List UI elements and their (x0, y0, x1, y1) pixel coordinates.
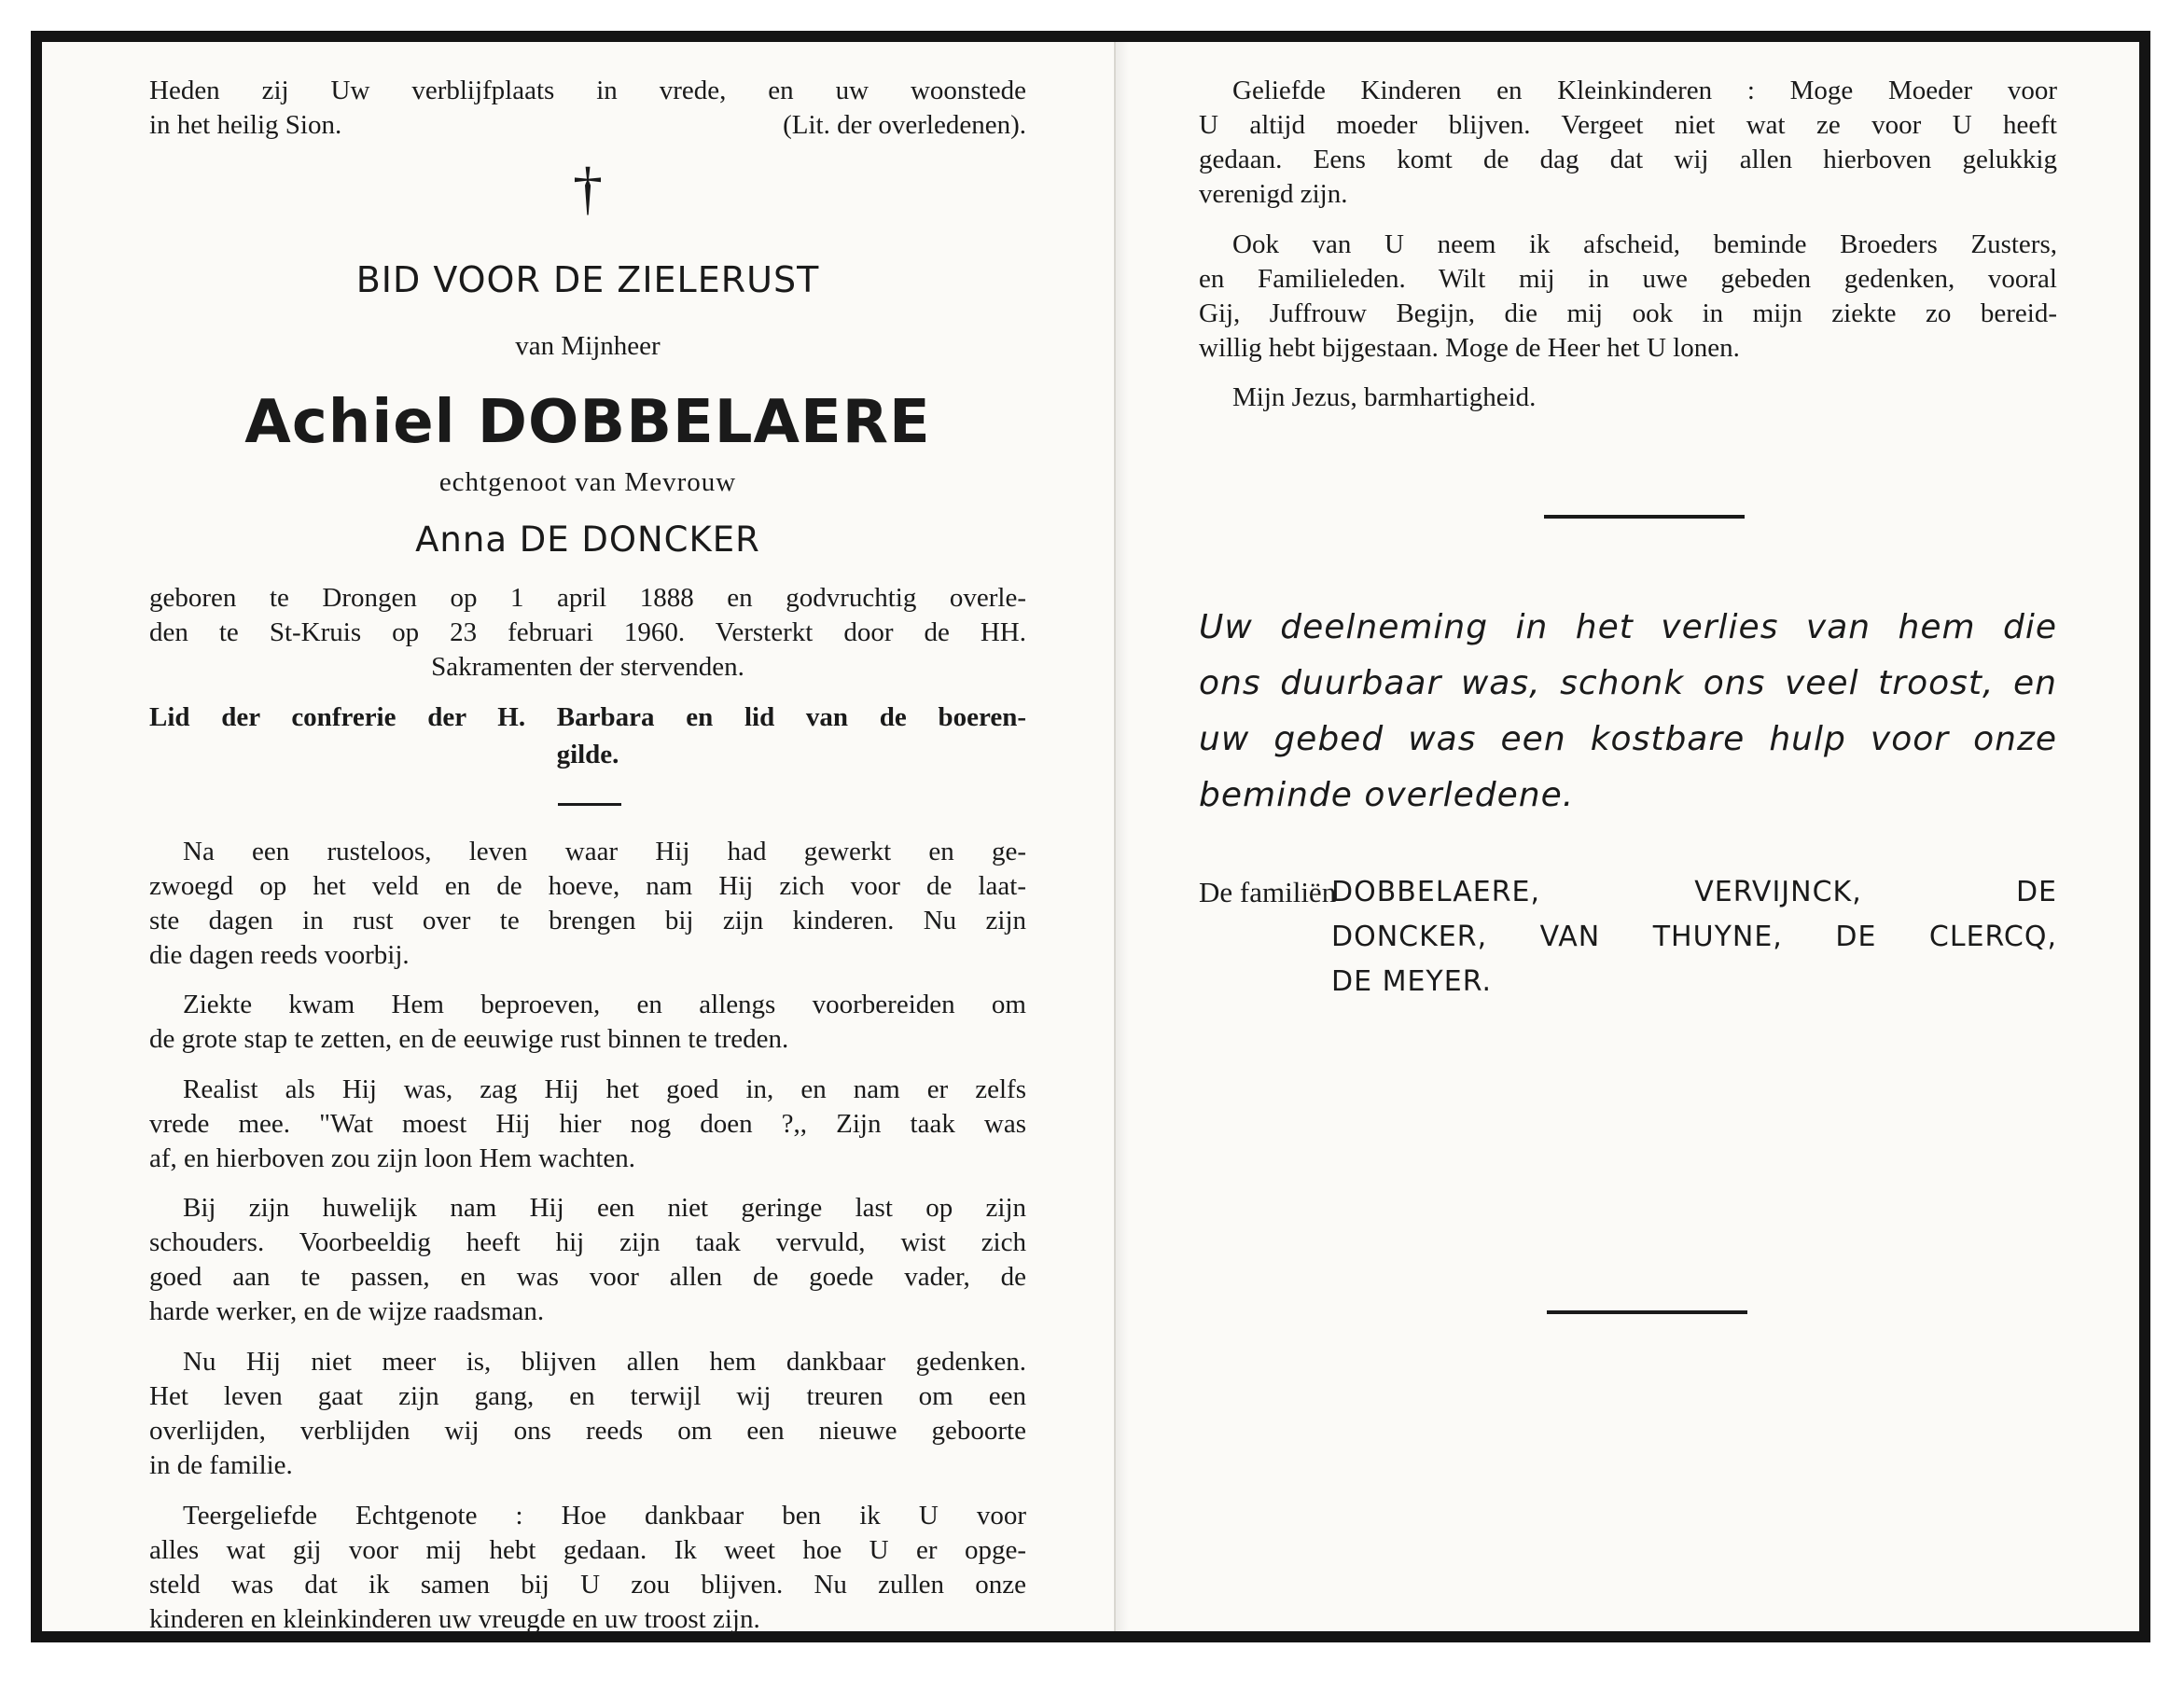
heading: BID VOOR DE ZIELERUST (355, 259, 820, 300)
birth-line-2: den te St-Kruis op 23 februari 1960. Versterkt door de HH. (149, 617, 1026, 647)
text-line: harde werker, en de wijze raadsman. (149, 1296, 545, 1326)
text-line: Gij, Juffrouw Begijn, die mij ook in mijn ziekte zo bereid- (1199, 298, 2057, 328)
text-line: de grote stap te zetten, en de eeuwige rust binnen te treden. (149, 1024, 789, 1054)
text-line: vrede mee. "Wat moest Hij hier nog doen ?,, Zijn taak was (149, 1109, 1026, 1139)
text-line: beminde overledene. (1199, 776, 1575, 814)
text-line: alles wat gij voor mij hebt gedaan. Ik weet hoe U er opge- (149, 1535, 1026, 1565)
text-line: in de familie. (149, 1450, 293, 1480)
text-line: Nu Hij niet meer is, blijven allen hem dankbaar gedenken. (183, 1347, 1026, 1377)
text-line: U altijd moeder blijven. Vergeet niet wat ze voor U heeft (1199, 110, 2057, 140)
birth-line-1: geboren te Drongen op 1 april 1888 en godvruchtig overle- (149, 583, 1026, 613)
left-page (149, 42, 1026, 1634)
text-line: DONCKER, VAN THUYNE, DE CLERCQ, (1331, 921, 2057, 953)
text-line: ons duurbaar was, schonk ons veel troost, en (1199, 664, 2057, 702)
text-line: steld was dat ik samen bij U zou blijven. Nu zullen onze (149, 1570, 1026, 1600)
text-line: zwoegd op het veld en de hoeve, nam Hij zich voor de laat- (149, 871, 1026, 901)
text-line: af, en hierboven zou zijn loon Hem wachten. (149, 1143, 636, 1173)
families-label: De familiën (1199, 876, 1337, 908)
prayer-line: Mijn Jezus, barmhartigheid. (1232, 382, 1537, 412)
divider-bottom (1547, 1310, 1747, 1314)
text-line: verenigd zijn. (1199, 179, 1348, 209)
text-line: DE MEYER. (1331, 965, 1493, 998)
text-line: Ziekte kwam Hem beproeven, en allengs voorbereiden om (183, 990, 1026, 1019)
text-line: Uw deelneming in het verlies van hem die (1199, 608, 2057, 646)
families-block (1199, 870, 2057, 998)
memorial-card (31, 31, 2150, 1642)
epigraph-line-2 (149, 108, 1026, 143)
deceased-name: Achiel DOBBELAERE (244, 388, 931, 457)
title-prefix: van Mijnheer (515, 331, 661, 361)
epigraph-source: (Lit. der overledenen). (783, 110, 1026, 140)
right-paragraph-2 (1199, 228, 2057, 366)
divider-small (558, 803, 621, 806)
text-line: ste dagen in rust over te brengen bij zijn kinderen. Nu zijn (149, 906, 1026, 935)
birth-line-3: Sakramenten der stervenden. (431, 652, 744, 682)
paragraph-6 (149, 1499, 1026, 1637)
text-line: die dagen reeds voorbij. (149, 940, 410, 970)
text-line: gedaan. Eens komt de dag dat wij allen hierboven gelukkig (1199, 145, 2057, 174)
confrerie-line-1: Lid der confrerie der H. Barbara en lid van de boeren- (149, 702, 1026, 732)
paragraph-4 (149, 1191, 1026, 1329)
text-line: schouders. Voorbeeldig heeft hij zijn taak vervuld, wist zich (149, 1227, 1026, 1257)
text-line: overlijden, verblijden wij ons reeds om een nieuwe geboorte (149, 1416, 1026, 1446)
text-line: Het leven gaat zijn gang, en terwijl wij treuren om een (149, 1381, 1026, 1411)
paragraph-5 (149, 1345, 1026, 1483)
divider-top (1544, 515, 1745, 519)
cross-icon: † (573, 155, 603, 221)
fold-shadow (1116, 42, 1129, 1631)
epigraph-line-1: Heden zij Uw verblijfplaats in vrede, en uw woonstede (149, 76, 1026, 105)
paragraph-2 (149, 988, 1026, 1057)
text-line: Realist als Hij was, zag Hij het goed in, en nam er zelfs (183, 1074, 1026, 1104)
text-line: en Familieleden. Wilt mij in uwe gebeden gedenken, vooral (1199, 264, 2057, 294)
text-line: uw gebed was een kostbare hulp voor onze (1199, 720, 2057, 758)
text-line: DOBBELAERE, VERVIJNCK, DE (1331, 876, 2057, 908)
text-line: willig hebt bijgestaan. Moge de Heer het U lonen. (1199, 333, 1740, 363)
paragraph-1 (149, 835, 1026, 973)
spouse-label: echtgenoot van Mevrouw (438, 467, 737, 497)
text-line: kinderen en kleinkinderen uw vreugde en uw troost zijn. (149, 1604, 760, 1634)
families-names (1331, 870, 2057, 1004)
text-line: Teergeliefde Echtgenote : Hoe dankbaar ben ik U voor (183, 1501, 1026, 1531)
paragraph-3 (149, 1073, 1026, 1176)
text-line: Bij zijn huwelijk nam Hij een niet geringe last op zijn (183, 1193, 1026, 1223)
text-line: Na een rusteloos, leven waar Hij had gewerkt en ge- (183, 837, 1026, 866)
text-line: Ook van U neem ik afscheid, beminde Broeders Zusters, (1232, 229, 2057, 259)
spouse-name: Anna DE DONCKER (415, 519, 760, 560)
text-line: Geliefde Kinderen en Kleinkinderen : Moge Moeder voor (1232, 76, 2057, 105)
right-page (1199, 42, 2057, 1631)
confrerie-line-2: gilde. (556, 740, 619, 769)
thanks-message (1199, 600, 2057, 824)
right-paragraph-1 (1199, 74, 2057, 212)
epigraph-text: in het heilig Sion. (149, 110, 342, 140)
text-line: goed aan te passen, en was voor allen de goede vader, de (149, 1262, 1026, 1292)
